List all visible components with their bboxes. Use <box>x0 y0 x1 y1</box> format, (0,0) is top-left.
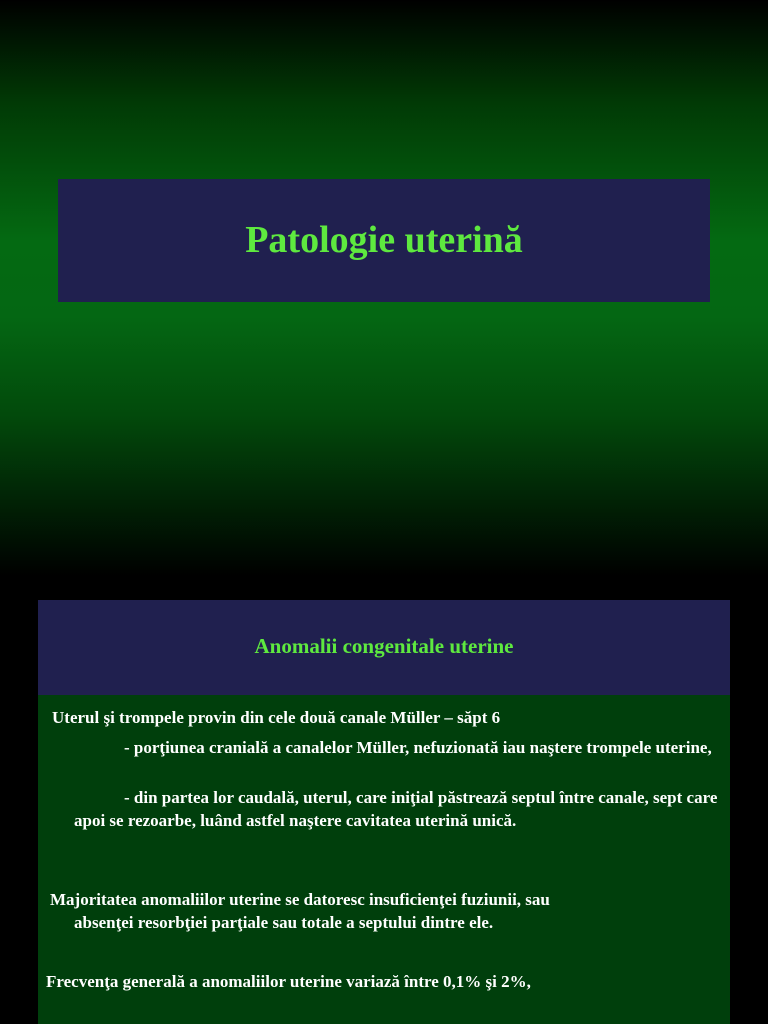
content-panel <box>38 600 730 1024</box>
heading-box <box>38 600 730 695</box>
paragraph-majority-line1: Majoritatea anomaliilor uterine se datoresc insuficienţei fuziunii, sau <box>50 890 550 909</box>
paragraph-origin: Uterul şi trompele provin din cele două canale Müller – săpt 6 <box>52 708 501 727</box>
paragraph-cranial: - porţiunea cranială a canalelor Müller, nefuzionată iau naştere trompele uterine, <box>124 738 712 757</box>
paragraph-caudal: - din partea lor caudală, uterul, care iniţial păstrează septul între canale, sept care apoi se rezoarbe, luând astfel naştere cavitatea uterină unică. <box>74 788 718 830</box>
paragraph-majority-line2: absenţei resorbţiei parţiale sau totale a septului dintre ele. <box>74 913 494 932</box>
slide-heading: Anomalii congenitale uterine <box>254 634 514 658</box>
slide-title: Patologie uterină <box>245 218 523 261</box>
paragraph-majority <box>50 888 710 934</box>
title-box <box>58 179 710 302</box>
paragraph-frequency: Frecvenţa generală a anomaliilor uterine variază între 0,1% şi 2%, <box>46 972 531 991</box>
content-slide <box>0 576 768 1024</box>
